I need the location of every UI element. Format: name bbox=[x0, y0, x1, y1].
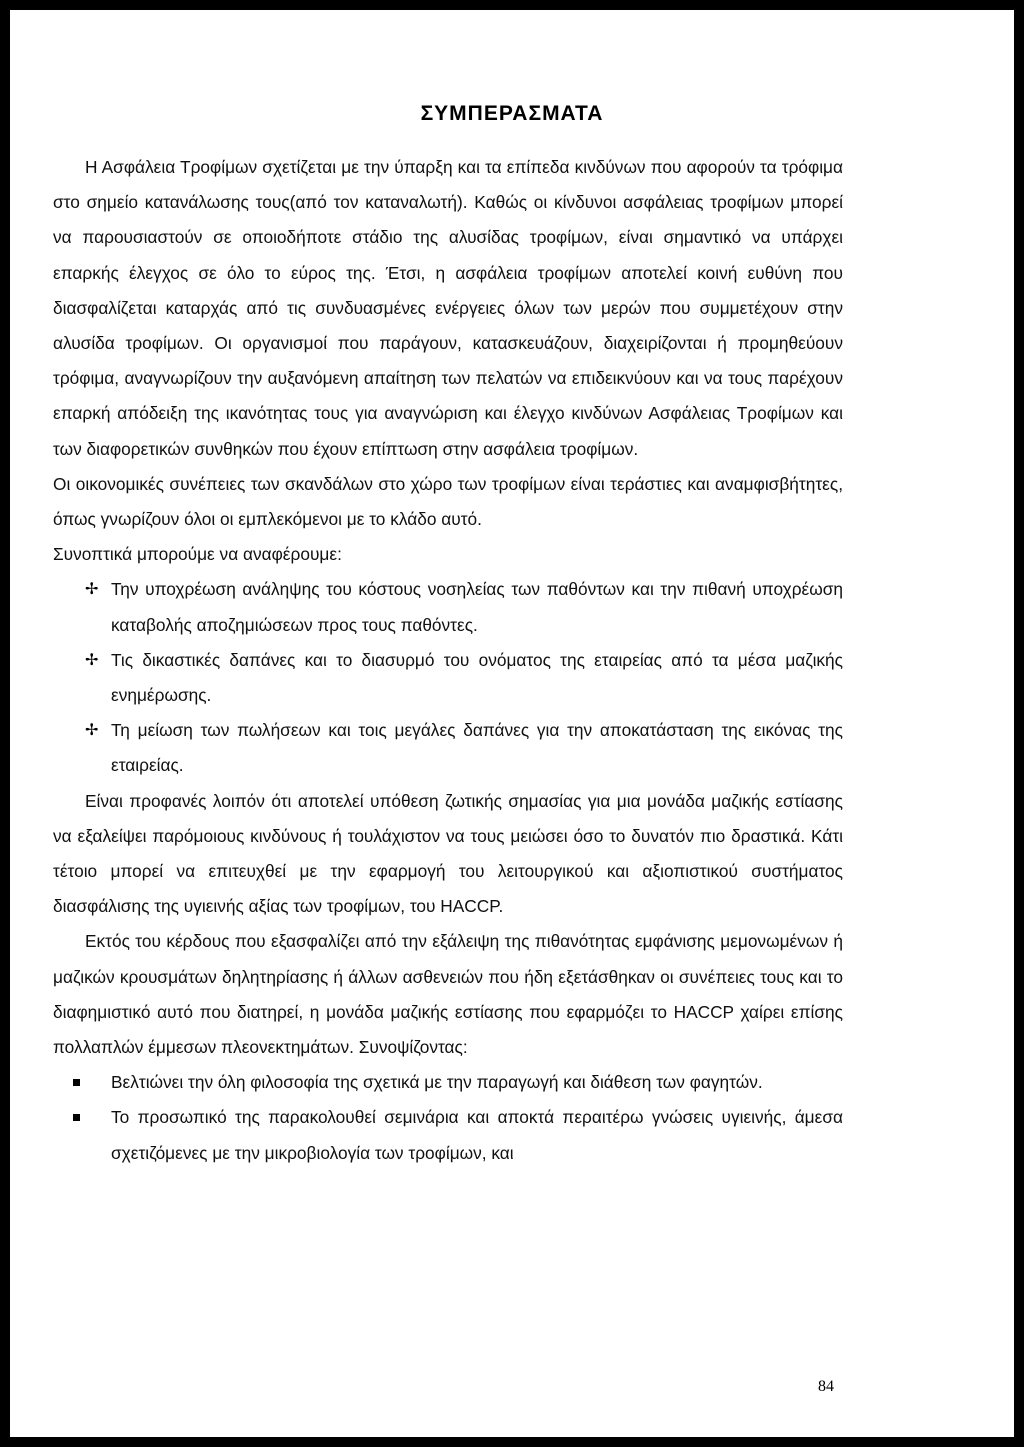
document-page bbox=[10, 10, 1014, 1437]
list-item-text: Βελτιώνει την όλη φιλοσοφία της σχετικά με την παραγωγή και διάθεση των φαγητών. bbox=[111, 1072, 763, 1093]
paragraph-economic-consequences: Οι οικονομικές συνέπειες των σκανδάλων στο χώρο των τροφίμων είναι τεράστιες και αναμφισβήτητες, όπως γνωρίζουν όλοι οι εμπλεκόμενοι με το κλάδο αυτό. bbox=[53, 473, 843, 530]
arrow-bullet-icon: ✢ bbox=[85, 722, 99, 740]
list-item-text: Τη μείωση των πωλήσεων και τοις μεγάλες δαπάνες για την αποκατάσταση της εικόνας της εταιρείας. bbox=[111, 720, 843, 776]
page-number: 84 bbox=[818, 1378, 834, 1395]
page-title: ΣΥΜΠΕΡΑΣΜΑΤΑ bbox=[420, 102, 604, 125]
list-item bbox=[111, 1065, 843, 1100]
square-bullet-icon bbox=[73, 1079, 80, 1086]
list-item bbox=[85, 713, 843, 783]
square-bullet-icon bbox=[73, 1114, 80, 1121]
arrow-bullet-icon: ✢ bbox=[85, 581, 99, 599]
arrow-bullet-icon: ✢ bbox=[85, 651, 99, 669]
paragraph-food-safety: Η Ασφάλεια Τροφίμων σχετίζεται με την ύπαρξη και τα επίπεδα κινδύνων που αφορούν τα τρόφιμα στο σημείο κατανάλωσης τους(από τον καταναλωτή). Καθώς οι κίνδυνοι ασφάλειας τροφίμων μπορεί να παρουσιαστούν σε οποιοδήποτε στάδιο της αλυσίδας τροφίμων, είναι σημαντικό να υπάρχει επαρκής έλεγχος σε όλο το εύρος της. Έτσι, η ασφάλεια τροφίμων αποτελεί κοινή ευθύνη που διασφαλίζεται καταρχάς από τις συνδυασμένες ενέργειες όλων των μερών που συμμετέχουν στην αλυσίδα τροφίμων. Οι οργανισμοί που παράγουν, κατασκευάζουν, διαχειρίζονται ή προμηθεύουν τρόφιμα, αναγνωρίζουν την αυξανόμενη απαίτηση των πελατών να επιδεικνύουν και να τους παρέχουν επαρκή απόδειξη της ικανότητας τους για αναγνώριση και έλεγχο κινδύνων Ασφάλειας Τροφίμων και των διαφορετικών συνθηκών που έχουν επίπτωση στην ασφάλεια τροφίμων. bbox=[53, 157, 843, 459]
list-item bbox=[85, 572, 843, 642]
list-item-text: Το προσωπικό της παρακολουθεί σεμινάρια και αποκτά περαιτέρω γνώσεις υγιεινής, άμεσα σχετιζόμενες με την μικροβιολογία των τροφίμων, και bbox=[111, 1107, 843, 1163]
list-item-text: Την υποχρέωση ανάληψης του κόστους νοσηλείας των παθόντων και την πιθανή υποχρέωση καταβολής αποζημιώσεων προς τους παθόντες. bbox=[111, 579, 843, 635]
paragraph-summary-intro: Συνοπτικά μπορούμε να αναφέρουμε: bbox=[53, 544, 342, 565]
list-item bbox=[85, 643, 843, 713]
paragraph-haccp-importance: Είναι προφανές λοιπόν ότι αποτελεί υπόθεση ζωτικής σημασίας για μια μονάδα μαζικής εστίασης να εξαλείψει παρόμοιους κινδύνους ή τουλάχιστον να τους μειώσει όσο το δυνατόν πιο δραστικά. Κάτι τέτοιο μπορεί να επιτευχθεί με την εφαρμογή του λειτουργικού και αξιοπιστικού συστήματος διασφάλισης της υγιεινής αξίας των τροφίμων, του HACCP. bbox=[53, 790, 843, 917]
list-item bbox=[111, 1100, 843, 1170]
paragraph-haccp-benefits: Εκτός του κέρδους που εξασφαλίζει από την εξάλειψη της πιθανότητας εμφάνισης μεμονωμένων ή μαζικών κρουσμάτων δηλητηρίασης ή άλλων ασθενειών που ήδη εξετάσθηκαν οι συνέπειες τους και το διαφημιστικό αυτό που διατηρεί, η μονάδα μαζικής εστίασης που εφαρμόζει το HACCP χαίρει επίσης πολλαπλών έμμεσων πλεονεκτημάτων. Συνοψίζοντας: bbox=[53, 931, 843, 1058]
list-item-text: Τις δικαστικές δαπάνες και το διασυρμό του ονόματος της εταιρείας από τα μέσα μαζικής ενημέρωσης. bbox=[111, 649, 843, 706]
benefits-list bbox=[53, 1065, 843, 1171]
body-text bbox=[53, 150, 843, 1171]
consequences-list bbox=[53, 572, 843, 783]
